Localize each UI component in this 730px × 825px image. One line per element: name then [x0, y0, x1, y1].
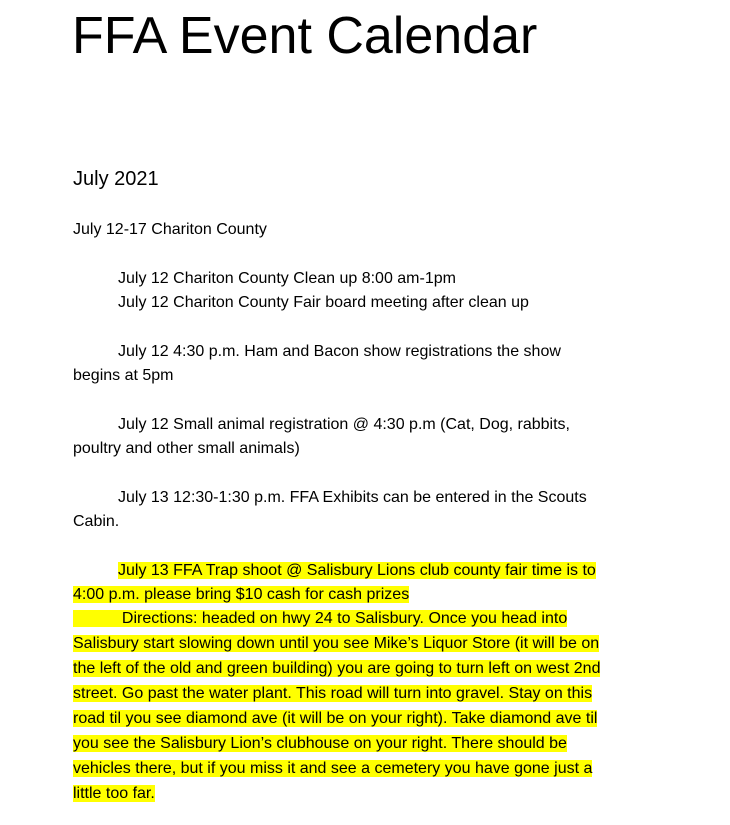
directions-line: [73, 632, 599, 656]
highlight: road til you see diamond ave (it will be on your right). Take diamond ave til: [73, 710, 598, 727]
highlight: Directions: headed on hwy 24 to Salisbury. Once you head into: [121, 610, 568, 627]
highlight: little too far.: [73, 785, 155, 802]
event-line-continued: Cabin.: [73, 513, 120, 530]
directions-line: [73, 757, 592, 781]
highlight: the left of the old and green building) you are going to turn left on west 2nd: [73, 660, 601, 677]
event-line: July 12 Small animal registration @ 4:30 p.m (Cat, Dog, rabbits,: [118, 416, 570, 433]
highlight: vehicles there, but if you miss it and see a cemetery you have gone just a: [73, 760, 593, 777]
event-line: July 12 4:30 p.m. Ham and Bacon show registrations the show: [118, 343, 561, 360]
event-line: July 12 Chariton County Fair board meeting after clean up: [118, 294, 529, 311]
event-line-continued: begins at 5pm: [73, 367, 174, 384]
directions-line: [73, 682, 592, 706]
document-title: FFA Event Calendar: [72, 7, 538, 65]
indent-highlight: [73, 610, 122, 627]
highlight: Salisbury start slowing down until you see Mike’s Liquor Store (it will be on: [73, 635, 600, 652]
highlighted-event-line-continued: [73, 583, 409, 607]
event-line: July 12 Chariton County Clean up 8:00 am-1pm: [118, 270, 456, 287]
directions-line: [73, 782, 155, 806]
highlighted-event-line: [118, 559, 596, 583]
directions-line: [73, 707, 597, 731]
event-line: July 13 12:30-1:30 p.m. FFA Exhibits can be entered in the Scouts: [118, 489, 587, 506]
directions-line: [73, 732, 567, 756]
highlight: 4:00 p.m. please bring $10 cash for cash prizes: [73, 586, 410, 603]
event-range-line: July 12-17 Chariton County: [73, 221, 267, 238]
event-line-continued: poultry and other small animals): [73, 440, 300, 457]
directions-line: [73, 657, 600, 681]
month-heading: July 2021: [73, 168, 159, 190]
highlight: street. Go past the water plant. This road will turn into gravel. Stay on this: [73, 685, 593, 702]
directions-line: [73, 607, 567, 631]
highlight: you see the Salisbury Lion’s clubhouse on your right. There should be: [73, 735, 567, 752]
highlight: July 13 FFA Trap shoot @ Salisbury Lions club county fair time is to: [118, 562, 596, 579]
